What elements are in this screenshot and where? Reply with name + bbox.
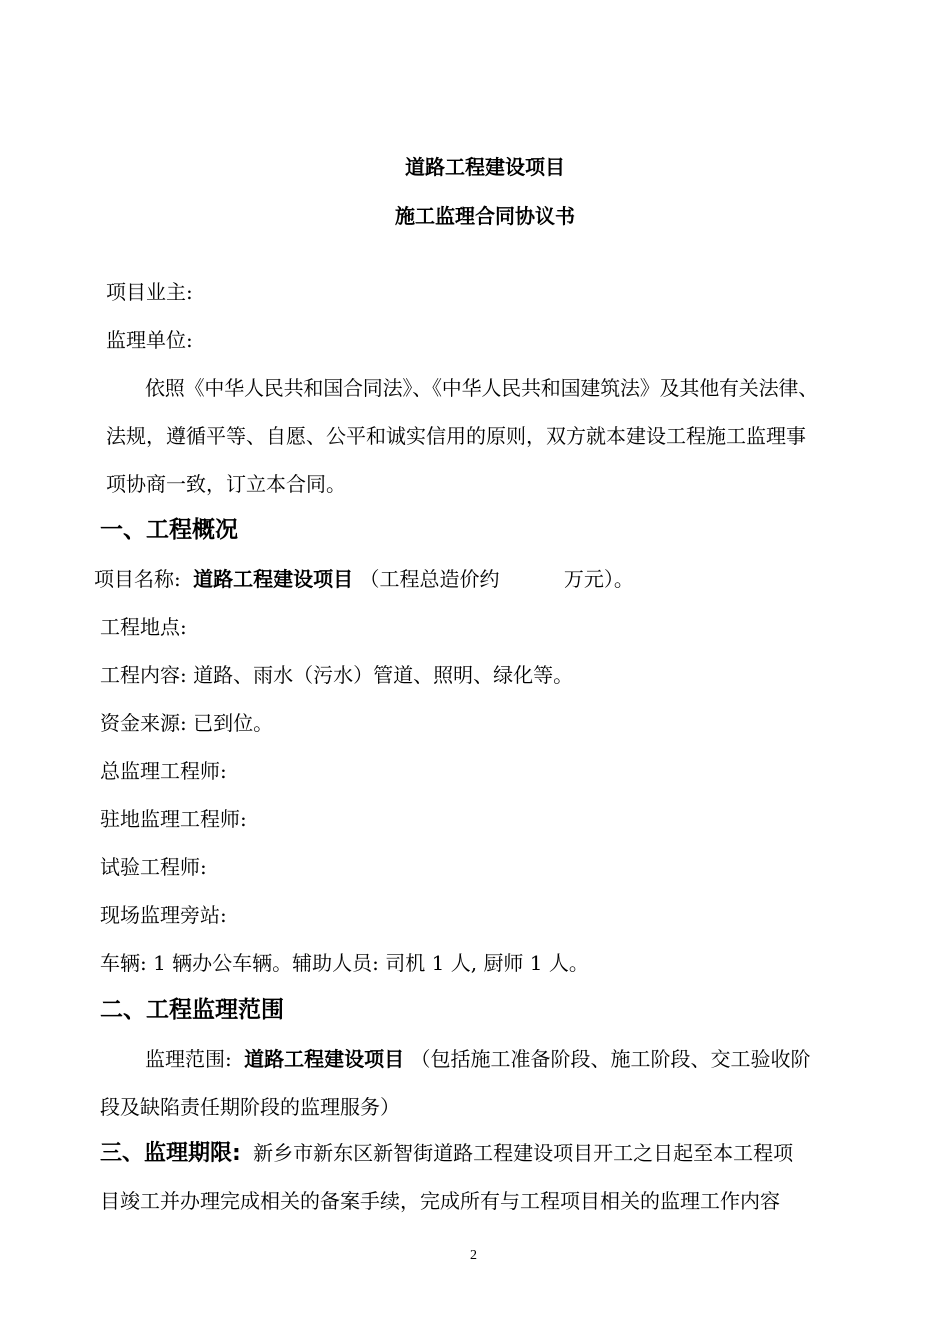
scope-project-name: 道路工程建设项目 <box>244 1047 405 1071</box>
document-title: 道路工程建设项目 <box>405 155 565 179</box>
scope-line-1 <box>145 1046 810 1072</box>
intro-line-2: 法规，遵循平等、自愿、公平和诚实信用的原则，双方就本建设工程施工监理事 <box>106 424 806 448</box>
document-subtitle: 施工监理合同协议书 <box>395 204 575 228</box>
section-2-heading: 二、工程监理范围 <box>100 997 284 1023</box>
project-cost-open: （工程总造价约 <box>359 567 500 591</box>
project-name-line <box>94 566 634 592</box>
section-3-line-2: 目竣工并办理完成相关的备案手续，完成所有与工程项目相关的监理工作内容 <box>100 1189 780 1213</box>
project-name-value: 道路工程建设项目 <box>193 567 354 591</box>
chief-engineer-field: 总监理工程师: <box>100 759 227 783</box>
vehicles-staff-field: 车辆: 1 辆办公车辆。辅助人员: 司机 1 人, 厨师 1 人。 <box>100 951 589 975</box>
intro-line-1: 依照《中华人民共和国合同法》、《中华人民共和国建筑法》及其他有关法律、 <box>145 376 818 400</box>
project-cost-close: 万元）。 <box>563 567 634 591</box>
resident-engineer-field: 驻地监理工程师: <box>100 807 247 831</box>
page-number: 2 <box>470 1248 477 1263</box>
scope-label: 监理范围: <box>145 1047 232 1071</box>
section-3-heading: 三、监理期限: <box>100 1141 241 1166</box>
project-location-field: 工程地点: <box>100 615 187 639</box>
intro-line-3: 项协商一致，订立本合同。 <box>106 472 346 496</box>
test-engineer-field: 试验工程师: <box>100 855 207 879</box>
site-supervision-field: 现场监理旁站: <box>100 903 227 927</box>
scope-line-2: 段及缺陷责任期阶段的监理服务） <box>100 1095 400 1119</box>
project-owner-field: 项目业主: <box>106 280 193 304</box>
project-content-field: 工程内容: 道路、雨水（污水）管道、照明、绿化等。 <box>100 663 574 687</box>
supervision-period-text: 新乡市新东区新智街道路工程建设项目开工之日起至本工程项 <box>253 1141 794 1165</box>
scope-description: （包括施工准备阶段、施工阶段、交工验收阶 <box>410 1047 811 1071</box>
project-name-label: 项目名称: <box>94 567 181 591</box>
section-1-heading: 一、工程概况 <box>100 517 238 543</box>
funding-source-field: 资金来源: 已到位。 <box>100 711 274 735</box>
section-3-line-1 <box>100 1140 793 1167</box>
supervision-unit-field: 监理单位: <box>106 328 193 352</box>
